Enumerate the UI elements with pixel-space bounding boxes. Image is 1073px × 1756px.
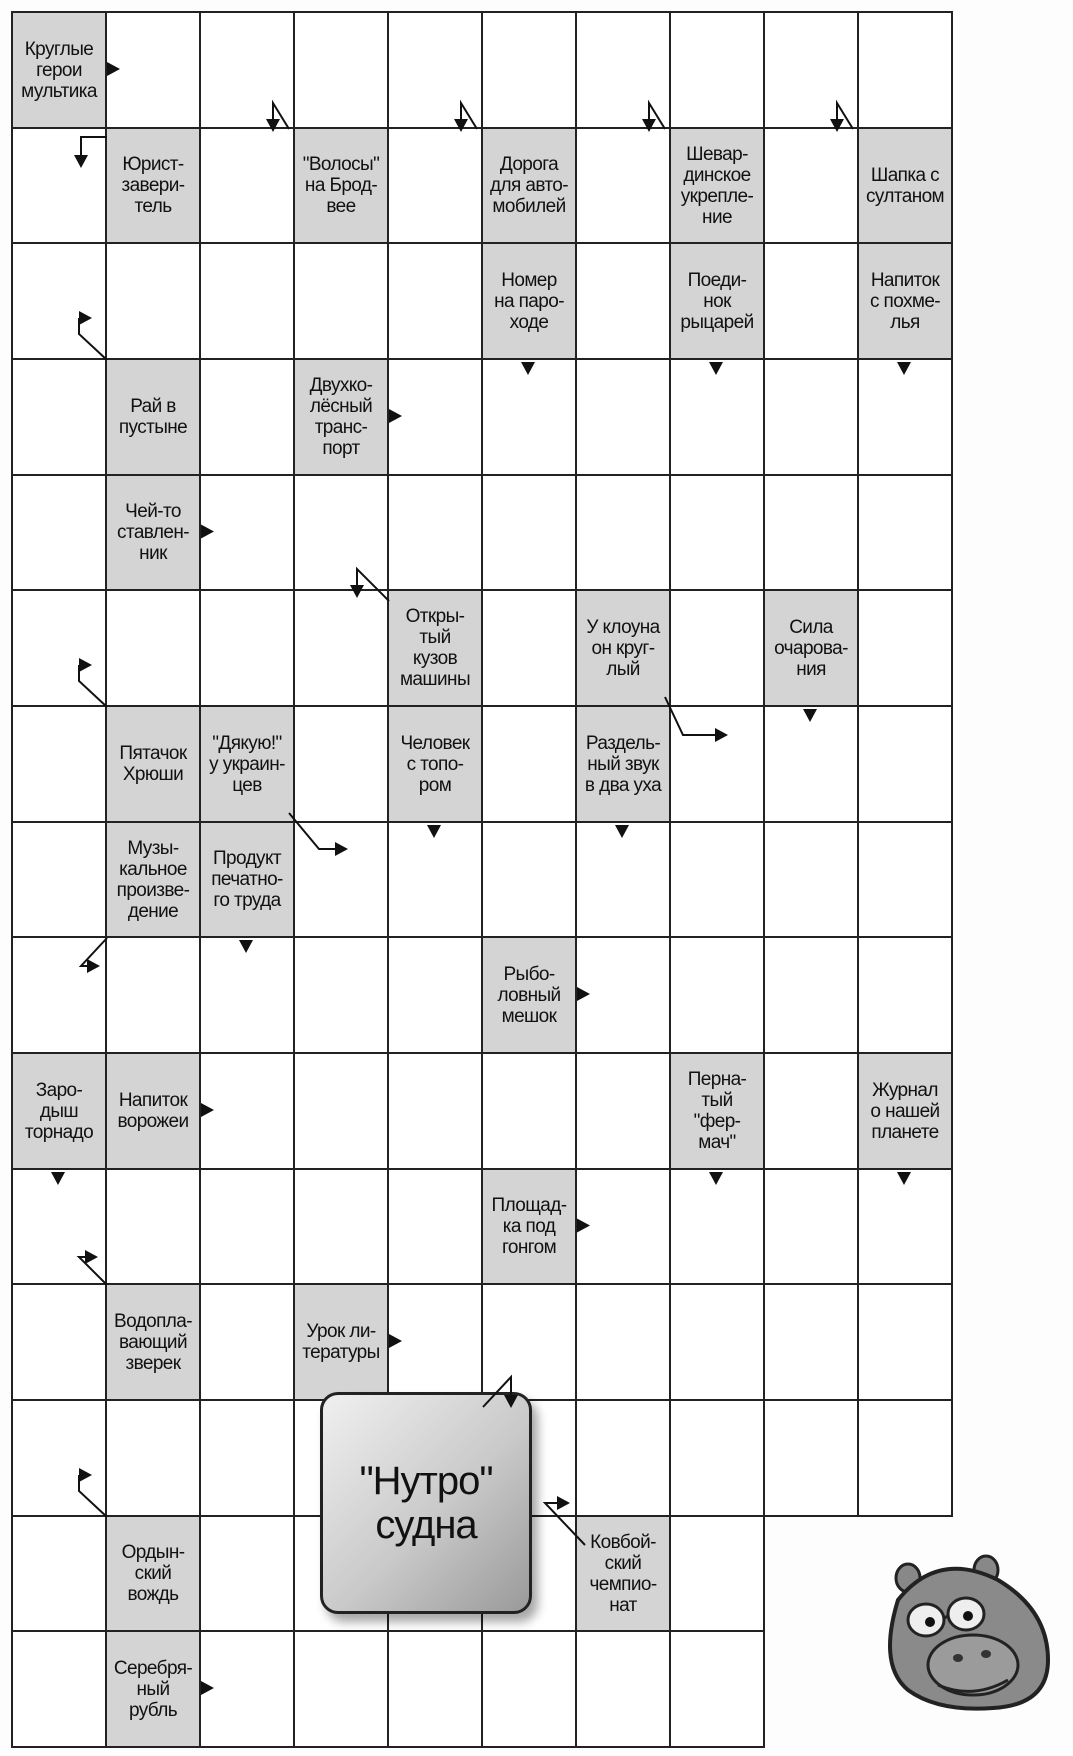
answer-cell[interactable] bbox=[481, 358, 577, 476]
clue-cell: Чей-то ставлен- ник bbox=[105, 474, 201, 591]
answer-cell[interactable] bbox=[575, 1052, 671, 1170]
answer-cell[interactable] bbox=[11, 936, 107, 1054]
answer-cell[interactable] bbox=[763, 705, 859, 823]
answer-cell[interactable] bbox=[669, 1630, 765, 1748]
answer-cell[interactable] bbox=[575, 1283, 671, 1401]
answer-cell[interactable] bbox=[669, 936, 765, 1054]
answer-cell[interactable] bbox=[481, 11, 577, 129]
answer-cell[interactable] bbox=[387, 936, 483, 1054]
answer-cell[interactable] bbox=[199, 1052, 295, 1170]
answer-cell[interactable] bbox=[199, 474, 295, 591]
clue-cell: Номер на паро- ходе bbox=[481, 242, 577, 360]
clue-cell: Поеди- нок рыцарей bbox=[669, 242, 765, 360]
answer-cell[interactable] bbox=[199, 589, 295, 707]
clue-cell: Площад- ка под гонгом bbox=[481, 1168, 577, 1285]
answer-cell[interactable] bbox=[763, 1283, 859, 1401]
answer-cell[interactable] bbox=[575, 1168, 671, 1285]
clue-cell: Напиток с похме- лья bbox=[857, 242, 953, 360]
answer-cell[interactable] bbox=[387, 127, 483, 244]
clue-cell: Музы- кальное произве- дение bbox=[105, 821, 201, 938]
answer-cell[interactable] bbox=[857, 1399, 953, 1517]
hint-box: "Нутро" судна bbox=[320, 1392, 532, 1614]
answer-cell[interactable] bbox=[763, 474, 859, 591]
answer-cell[interactable] bbox=[199, 242, 295, 360]
clue-cell: Напиток ворожеи bbox=[105, 1052, 201, 1170]
clue-cell: Рыбо- ловный мешок bbox=[481, 936, 577, 1054]
clue-cell: "Волосы" на Брод- вее bbox=[293, 127, 389, 244]
clue-cell: Заро- дыш торнадо bbox=[11, 1052, 107, 1170]
clue-cell: Шевар- динское укрепле- ние bbox=[669, 127, 765, 244]
answer-cell[interactable] bbox=[105, 589, 201, 707]
answer-cell[interactable] bbox=[11, 1515, 107, 1632]
answer-cell[interactable] bbox=[387, 11, 483, 129]
clue-cell: Юрист- завери- тель bbox=[105, 127, 201, 244]
answer-cell[interactable] bbox=[763, 358, 859, 476]
answer-cell[interactable] bbox=[11, 705, 107, 823]
answer-cell[interactable] bbox=[763, 1052, 859, 1170]
answer-cell[interactable] bbox=[387, 1168, 483, 1285]
answer-cell[interactable] bbox=[199, 127, 295, 244]
clue-cell: Сила очарова- ния bbox=[763, 589, 859, 707]
answer-cell[interactable] bbox=[387, 474, 483, 591]
clue-cell: Круглые герои мультика bbox=[11, 11, 107, 129]
answer-cell[interactable] bbox=[293, 474, 389, 591]
answer-cell[interactable] bbox=[575, 242, 671, 360]
answer-cell[interactable] bbox=[11, 589, 107, 707]
answer-cell[interactable] bbox=[105, 1168, 201, 1285]
clue-cell: Человек с топо- ром bbox=[387, 705, 483, 823]
answer-cell[interactable] bbox=[763, 821, 859, 938]
answer-cell[interactable] bbox=[293, 821, 389, 938]
answer-cell[interactable] bbox=[11, 242, 107, 360]
answer-cell[interactable] bbox=[575, 1630, 671, 1748]
answer-cell[interactable] bbox=[763, 11, 859, 129]
answer-cell[interactable] bbox=[293, 1630, 389, 1748]
clue-cell: Продукт печатно- го труда bbox=[199, 821, 295, 938]
answer-cell[interactable] bbox=[105, 936, 201, 1054]
answer-cell[interactable] bbox=[11, 821, 107, 938]
answer-cell[interactable] bbox=[857, 821, 953, 938]
answer-cell[interactable] bbox=[199, 1515, 295, 1632]
answer-cell[interactable] bbox=[199, 936, 295, 1054]
answer-cell[interactable] bbox=[857, 589, 953, 707]
answer-cell[interactable] bbox=[857, 358, 953, 476]
answer-cell[interactable] bbox=[575, 127, 671, 244]
clue-cell: Водопла- вающий зверек bbox=[105, 1283, 201, 1401]
answer-cell[interactable] bbox=[481, 589, 577, 707]
hippo-mascot-image bbox=[878, 1540, 1058, 1720]
answer-cell[interactable] bbox=[199, 11, 295, 129]
answer-cell[interactable] bbox=[387, 358, 483, 476]
answer-cell[interactable] bbox=[669, 358, 765, 476]
answer-cell[interactable] bbox=[387, 1630, 483, 1748]
answer-cell[interactable] bbox=[387, 821, 483, 938]
answer-cell[interactable] bbox=[11, 474, 107, 591]
answer-cell[interactable] bbox=[105, 242, 201, 360]
clue-cell: Серебря- ный рубль bbox=[105, 1630, 201, 1748]
answer-cell[interactable] bbox=[11, 1168, 107, 1285]
answer-cell[interactable] bbox=[763, 1399, 859, 1517]
answer-cell[interactable] bbox=[669, 1283, 765, 1401]
answer-cell[interactable] bbox=[669, 705, 765, 823]
answer-cell[interactable] bbox=[669, 474, 765, 591]
clue-cell: Пятачок Хрюши bbox=[105, 705, 201, 823]
answer-cell[interactable] bbox=[199, 1630, 295, 1748]
answer-cell[interactable] bbox=[199, 1399, 295, 1517]
clue-cell: Дорога для авто- мобилей bbox=[481, 127, 577, 244]
answer-cell[interactable] bbox=[11, 1283, 107, 1401]
clue-cell: Ковбой- ский чемпио- нат bbox=[575, 1515, 671, 1632]
answer-cell[interactable] bbox=[857, 1283, 953, 1401]
answer-cell[interactable] bbox=[763, 127, 859, 244]
answer-cell[interactable] bbox=[199, 1283, 295, 1401]
answer-cell[interactable] bbox=[481, 705, 577, 823]
answer-cell[interactable] bbox=[11, 358, 107, 476]
answer-cell[interactable] bbox=[669, 1168, 765, 1285]
clue-cell: Урок ли- тературы bbox=[293, 1283, 389, 1401]
answer-cell[interactable] bbox=[481, 474, 577, 591]
answer-cell[interactable] bbox=[575, 474, 671, 591]
answer-cell[interactable] bbox=[669, 1515, 765, 1632]
answer-cell[interactable] bbox=[481, 821, 577, 938]
answer-cell[interactable] bbox=[857, 474, 953, 591]
answer-cell[interactable] bbox=[575, 358, 671, 476]
answer-cell[interactable] bbox=[11, 127, 107, 244]
answer-cell[interactable] bbox=[293, 705, 389, 823]
answer-cell[interactable] bbox=[293, 589, 389, 707]
answer-cell[interactable] bbox=[481, 1283, 577, 1401]
clue-cell: Ордын- ский вождь bbox=[105, 1515, 201, 1632]
answer-cell[interactable] bbox=[763, 936, 859, 1054]
answer-cell[interactable] bbox=[575, 821, 671, 938]
answer-cell[interactable] bbox=[857, 11, 953, 129]
clue-cell: Журнал о нашей планете bbox=[857, 1052, 953, 1170]
answer-cell[interactable] bbox=[387, 242, 483, 360]
answer-cell[interactable] bbox=[857, 936, 953, 1054]
clue-cell: Рай в пустыне bbox=[105, 358, 201, 476]
answer-cell[interactable] bbox=[481, 1052, 577, 1170]
answer-cell[interactable] bbox=[669, 11, 765, 129]
clue-cell: У клоуна он круг- лый bbox=[575, 589, 671, 707]
answer-cell[interactable] bbox=[11, 1630, 107, 1748]
clue-cell: "Дякую!" у украин- цев bbox=[199, 705, 295, 823]
answer-cell[interactable] bbox=[669, 1399, 765, 1517]
answer-cell[interactable] bbox=[387, 1052, 483, 1170]
answer-cell[interactable] bbox=[387, 1283, 483, 1401]
clue-cell: Шапка с султаном bbox=[857, 127, 953, 244]
answer-cell[interactable] bbox=[763, 242, 859, 360]
answer-cell[interactable] bbox=[481, 1630, 577, 1748]
answer-cell[interactable] bbox=[575, 936, 671, 1054]
answer-cell[interactable] bbox=[11, 1399, 107, 1517]
answer-cell[interactable] bbox=[293, 1168, 389, 1285]
answer-cell[interactable] bbox=[199, 1168, 295, 1285]
clue-cell: Перна- тый "фер- мач" bbox=[669, 1052, 765, 1170]
answer-cell[interactable] bbox=[763, 1168, 859, 1285]
clue-cell: Раздель- ный звук в два уха bbox=[575, 705, 671, 823]
answer-cell[interactable] bbox=[199, 358, 295, 476]
answer-cell[interactable] bbox=[575, 11, 671, 129]
answer-cell[interactable] bbox=[105, 11, 201, 129]
answer-cell[interactable] bbox=[105, 1399, 201, 1517]
answer-cell[interactable] bbox=[669, 589, 765, 707]
answer-cell[interactable] bbox=[293, 1052, 389, 1170]
answer-cell[interactable] bbox=[293, 936, 389, 1054]
answer-cell[interactable] bbox=[857, 1168, 953, 1285]
answer-cell[interactable] bbox=[293, 242, 389, 360]
answer-cell[interactable] bbox=[857, 705, 953, 823]
answer-cell[interactable] bbox=[669, 821, 765, 938]
clue-cell: Двухко- лёсный транс- порт bbox=[293, 358, 389, 476]
answer-cell[interactable] bbox=[575, 1399, 671, 1517]
answer-cell[interactable] bbox=[293, 11, 389, 129]
clue-cell: Откры- тый кузов машины bbox=[387, 589, 483, 707]
